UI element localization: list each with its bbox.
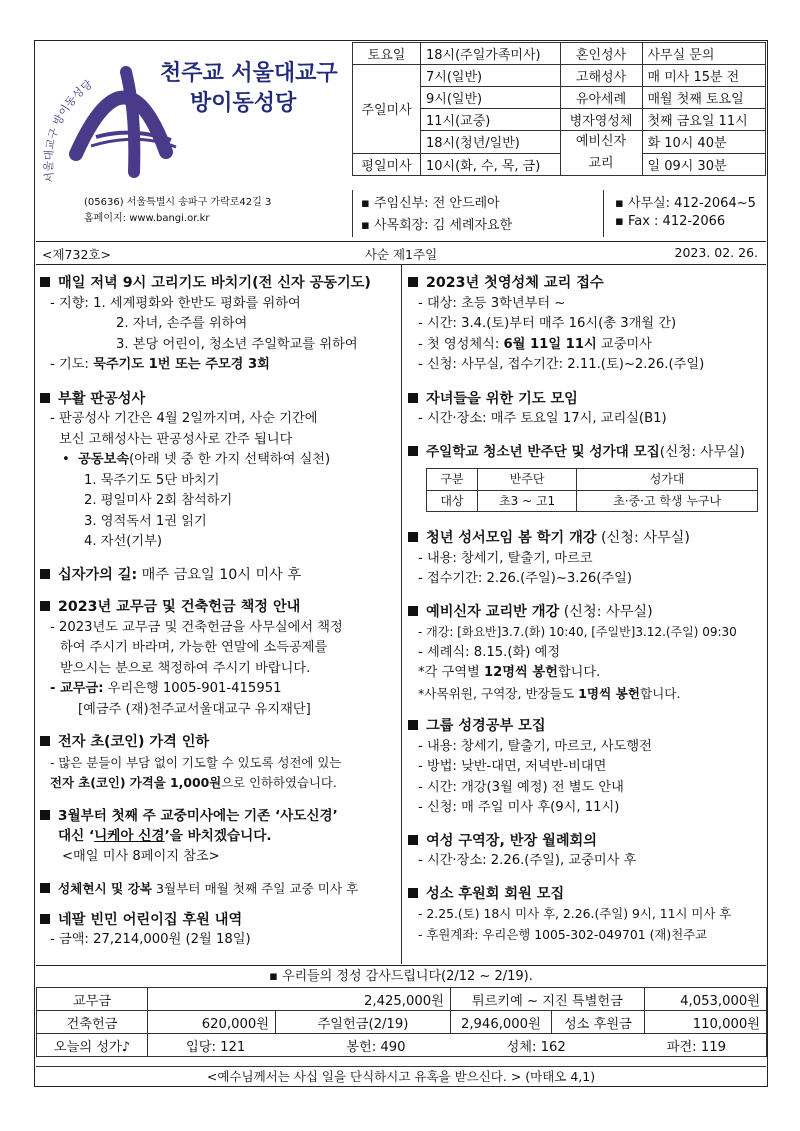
merit-item: 2. 평일미사 2회 참석하기 (84, 493, 233, 508)
note1-pre: *각 구역별 (418, 665, 484, 680)
column-divider (401, 264, 402, 964)
weekday-label: 평일미사 (353, 153, 421, 176)
sunday-mass: 7시(일반) (421, 65, 561, 87)
catechumen-label-2: 교리 (588, 156, 614, 171)
nepal-section (40, 910, 398, 951)
sunday-mass: 11시(교중) (421, 109, 561, 131)
dues-account: 우리은행 1005-901-415951 (103, 681, 282, 696)
bullet-icon (408, 446, 418, 456)
ceremony-date: 6월 11일 11시 (503, 336, 597, 352)
creed-post: ’을 바치겠습니다. (164, 828, 272, 844)
fax-text: Fax : 412-2066 (627, 214, 726, 229)
supporters-when: - 2.25.(토) 18시 미사 후, 2.26.(주일) 9시, 11시 미사 후 (418, 906, 732, 921)
coins-rest: 으로 인하하였습니다. (221, 775, 337, 790)
confession-label: 고해성사 (560, 65, 642, 87)
prayer-section (40, 273, 398, 376)
prayer-method: 묵주기도 1번 또는 주모경 3회 (93, 357, 270, 372)
sunday-school-section (408, 442, 766, 513)
stations-title: 십자가의 길: (58, 566, 138, 583)
dues-title: 2023년 교무금 및 건축헌금 책정 안내 (58, 599, 301, 615)
note2-bold: 1명씩 봉헌 (578, 685, 640, 701)
bullet-icon (40, 883, 50, 893)
thanks-bar: ▪ 우리들의 정성 감사드립니다(2/12 ~ 2/19). (36, 965, 766, 988)
dues-holder: [예금주 (재)천주교서울대교구 유지재단] (78, 701, 311, 717)
dues-line3: 받으시는 분으로 책정하여 주시기 바랍니다. (60, 660, 311, 676)
hymn-offertory: 봉헌: 490 (346, 1039, 406, 1055)
council-text: 사목회장: 김 세례자요한 (373, 218, 513, 233)
prayer-title: 매일 저녁 9시 고리기도 바치기(전 신자 공동기도) (58, 275, 371, 291)
coins-section (40, 732, 398, 794)
ceremony-pre: - 첫 영성체식: (418, 336, 504, 352)
group-bible-apply: - 신청: 매 주일 미사 후(9시, 11시) (418, 800, 620, 815)
logo-arc-text: 서울대교구 방이동성당 (42, 77, 95, 184)
contact-block (352, 190, 767, 237)
stations-rest: 매주 금요일 10시 미사 후 (137, 566, 302, 583)
table-header: 성가대 (577, 469, 758, 491)
catechumen-start: - 개강: [화요반]3.7.(화) 10:40, [주일반]3.12.(주일) 09:30 (418, 625, 737, 639)
turkey-value: 4,053,000원 (644, 988, 766, 1011)
parish-address: (05636) 서울특별시 송파구 가락로42길 3 (84, 197, 272, 208)
relics-title: 성체현시 및 강복 (58, 881, 152, 896)
dues-section (40, 597, 398, 720)
women-section (408, 831, 766, 872)
merit-item: 3. 영적독서 1권 읽기 (84, 513, 207, 529)
bullet-icon (408, 888, 418, 898)
note1-bold: 12명씩 봉헌 (483, 665, 558, 680)
communion-time: - 시간: 3.4.(토)부터 매주 16시(총 3개월 간) (418, 316, 677, 331)
catechumen-value-2: 일 09시 30분 (642, 153, 766, 176)
parish-address-block (84, 195, 271, 227)
creed-note: <매일 미사 8페이지 참조> (62, 848, 220, 864)
catechumen-label-1: 예비신자 (575, 134, 627, 149)
group-bible-method: - 방법: 낮반-대면, 저녁반-비대면 (418, 759, 607, 774)
supporters-title: 성소 후원회 회원 모집 (426, 885, 565, 902)
infant-value: 매월 첫째 토요일 (642, 87, 766, 109)
coins-line1: - 많은 분들이 부담 없이 기도할 수 있도록 성전에 있는 (50, 754, 342, 770)
bullet-icon (408, 606, 418, 616)
merit-item: 4. 자선(기부) (84, 534, 163, 549)
mass-schedule-table (352, 42, 766, 176)
relics-section (40, 879, 398, 900)
group-bible-section (408, 716, 766, 819)
hymn-communion: 성체: 162 (506, 1039, 566, 1055)
sunday-offering-label: 주일헌금(2/19) (276, 1011, 451, 1034)
creed-section (40, 806, 398, 868)
issue-date: 2023. 02. 26. (674, 245, 758, 260)
bullet-icon (40, 601, 50, 611)
table-cell: 대상 (427, 490, 478, 512)
sunday-school-title: 주일학교 청소년 반주단 및 성가대 모집 (426, 443, 660, 460)
table-cell: 초3 ~ 고1 (478, 490, 577, 512)
bullet-icon (408, 393, 418, 403)
table-header: 반주단 (478, 469, 577, 491)
dues-line2: 하여 주시기 바라며, 가능한 연말에 소득공제를 (60, 640, 328, 655)
women-title: 여성 구역장, 반장 월례회의 (426, 832, 597, 849)
sunday-mass: 9시(일반) (421, 87, 561, 109)
hymn-entrance: 입당: 121 (186, 1039, 246, 1055)
bullet-icon (40, 736, 50, 746)
bullet-icon (408, 720, 418, 730)
youth-bible-apply: (신청: 사무실) (596, 530, 690, 546)
issue-bar (36, 241, 766, 265)
prayer-prefix: - 기도: (50, 357, 94, 372)
dues-line1: - 2023년도 교무금 및 건축헌금을 사무실에서 책정 (50, 619, 343, 635)
left-column (40, 273, 398, 951)
confession-value: 매 미사 15분 전 (642, 65, 766, 87)
sunday-mass: 18시(청년/일반) (421, 131, 561, 154)
table-cell: 초·중·고 학생 누구나 (577, 490, 758, 512)
ceremony-post: 교중미사 (596, 336, 652, 352)
office-phone: ▪ 사무실: 412-2064~5 (615, 196, 756, 211)
group-bible-time: - 시간: 개강(3월 예정) 전 별도 안내 (418, 779, 624, 795)
issue-number: <제732호> (42, 247, 111, 262)
nepal-amount: - 금액: 27,214,000원 (2월 18일) (50, 932, 251, 947)
coins-price: 전자 초(코인) 가격을 1,000원 (50, 775, 222, 790)
sunday-offering-value: 2,946,000원 (450, 1011, 551, 1034)
catechumen-apply: (신청: 사무실) (559, 603, 653, 620)
dues-value: 2,425,000원 (148, 988, 451, 1011)
easter-section (40, 389, 398, 553)
easter-line2: 보신 고해성사는 판공성사로 간주 됩니다 (59, 431, 293, 447)
children-prayer-place: - 시간·장소: 매주 토요일 17시, 교리실(B1) (418, 411, 667, 426)
group-bible-title: 그룹 성경공부 모집 (426, 718, 546, 734)
fax: ▪ Fax : 412-2066 (615, 214, 726, 229)
youth-bible-section (408, 528, 766, 590)
group-bible-content: - 내용: 창세기, 탈출기, 마르코, 사도행전 (418, 738, 652, 754)
communion-section (408, 273, 766, 376)
catechumen-label (560, 131, 642, 176)
contact-divider (603, 190, 604, 237)
creed-nicene: 니케아 신경 (94, 828, 165, 844)
parish-name-line1: 천주교 서울대교구 (160, 61, 338, 86)
merit-bold: 공동보속 (78, 452, 130, 467)
easter-title: 부활 판공성사 (58, 390, 146, 407)
bullet-icon (408, 532, 418, 542)
coins-title: 전자 초(코인) 가격 인하 (58, 734, 210, 750)
youth-bible-title: 청년 성서모임 봄 학기 개강 (426, 530, 597, 546)
communion-target: - 대상: 초등 3학년부터 ~ (418, 295, 566, 311)
building-value: 620,000원 (148, 1011, 276, 1034)
vocation-label: 성소 후원금 (551, 1011, 644, 1034)
merit-rest: (아래 넷 중 한 가지 선택하여 실천) (129, 452, 331, 467)
note2-pre: *사목위원, 구역장, 반장들도 (418, 685, 579, 701)
sick-value: 첫째 금요일 11시 (642, 109, 766, 131)
dues-label: 교무금 (37, 988, 148, 1011)
finance-table (36, 987, 767, 1057)
council: ▪ 사목회장: 김 세례자요한 (361, 218, 513, 233)
creed-line1: 3월부터 첫째 주 교중미사에는 기존 ‘사도신경’ (58, 807, 338, 824)
office-phone-text: 사무실: 412-2064~5 (627, 196, 756, 211)
bullet-icon (40, 914, 50, 924)
hymn-row (148, 1034, 767, 1057)
pastor: ▪ 주임신부: 전 안드레아 (361, 196, 500, 211)
prayer-goal-3: 3. 본당 어린이, 청소년 주일학교를 위하여 (116, 336, 358, 352)
sunday-school-apply: (신청: 사무실) (659, 443, 745, 460)
stations-section (40, 565, 398, 586)
note1-post: 합니다. (557, 665, 601, 680)
building-label: 건축헌금 (37, 1011, 148, 1034)
creed-pre: 대신 ‘ (58, 828, 95, 844)
easter-line1: - 판공성사 기간은 4월 2일까지며, 사순 기간에 (50, 411, 318, 426)
wedding-value: 사무실 문의 (642, 43, 766, 65)
merit-line: • 공동보속(아래 넷 중 한 가지 선택하여 실천) (62, 452, 331, 467)
infant-label: 유아세례 (560, 87, 642, 109)
gospel-verse: <예수님께서는 사십 일을 단식하시고 유혹을 받으신다. > (마태오 4,1) (36, 1066, 766, 1087)
youth-bible-content: - 내용: 창세기, 탈출기, 마르코 (418, 550, 593, 566)
youth-bible-period: - 접수기간: 2.26.(주일)~3.26(주일) (418, 571, 633, 586)
sat-mass: 18시(주일가족미사) (421, 43, 561, 65)
bullet-icon (40, 393, 50, 403)
right-column (408, 273, 766, 945)
parish-homepage: 홈페이지: www.bangi.or.kr (84, 213, 210, 224)
parish-name-line2: 방이동성당 (190, 91, 297, 116)
catechumen-section (408, 602, 766, 705)
table-header: 구분 (427, 469, 478, 491)
children-prayer-title: 자녀들을 위한 기도 모임 (426, 390, 578, 407)
wedding-label: 혼인성사 (560, 43, 642, 65)
nepal-title: 네팔 빈민 어린이집 후원 내역 (58, 911, 243, 928)
communion-title: 2023년 첫영성체 교리 접수 (426, 275, 604, 291)
sunday-school-table (426, 468, 758, 512)
issue-title: 사순 제1주일 (364, 247, 438, 262)
catechumen-baptism: - 세례식: 8.15.(화) 예정 (418, 644, 561, 660)
vocation-value: 110,000원 (644, 1011, 766, 1034)
sat-label: 토요일 (353, 43, 421, 65)
hymn-dismissal: 파견: 119 (666, 1039, 726, 1055)
hymn-label: 오늘의 성가♪ (37, 1034, 148, 1057)
prayer-goal-2: 2. 자녀, 손주를 위하여 (116, 316, 248, 331)
communion-apply: - 신청: 사무실, 접수기간: 2.11.(토)~2.26.(주일) (418, 357, 705, 372)
relics-rest: 3월부터 매월 첫째 주일 교중 미사 후 (151, 881, 359, 896)
bullet-icon (40, 277, 50, 287)
bullet-icon (40, 569, 50, 579)
catechumen-value-1: 화 10시 40분 (642, 131, 766, 154)
prayer-goal-1: - 지향: 1. 세계평화와 한반도 평화를 위하여 (50, 295, 301, 311)
bullet-icon (408, 835, 418, 845)
catechumen-title: 예비신자 교리반 개강 (426, 603, 560, 620)
dues-account-label: - 교무금: (50, 681, 104, 696)
bullet-icon (408, 277, 418, 287)
supporters-section (408, 884, 766, 946)
women-place: - 시간·장소: 2.26.(주일), 교중미사 후 (418, 853, 637, 868)
note2-post: 합니다. (639, 685, 681, 701)
merit-item: 1. 묵주기도 5단 바치기 (84, 472, 220, 488)
sick-label: 병자영성체 (560, 109, 642, 131)
children-prayer-section (408, 389, 766, 430)
supporters-account: - 후원계좌: 우리은행 1005-302-049701 (재)천주교 (418, 926, 708, 942)
turkey-label: 튀르키예 ~ 지진 특별헌금 (450, 988, 644, 1011)
sunday-label: 주일미사 (353, 65, 421, 154)
pastor-text: 주임신부: 전 안드레아 (373, 196, 500, 211)
weekday-mass: 10시(화, 수, 목, 금) (421, 153, 561, 176)
bullet-icon (40, 810, 50, 820)
